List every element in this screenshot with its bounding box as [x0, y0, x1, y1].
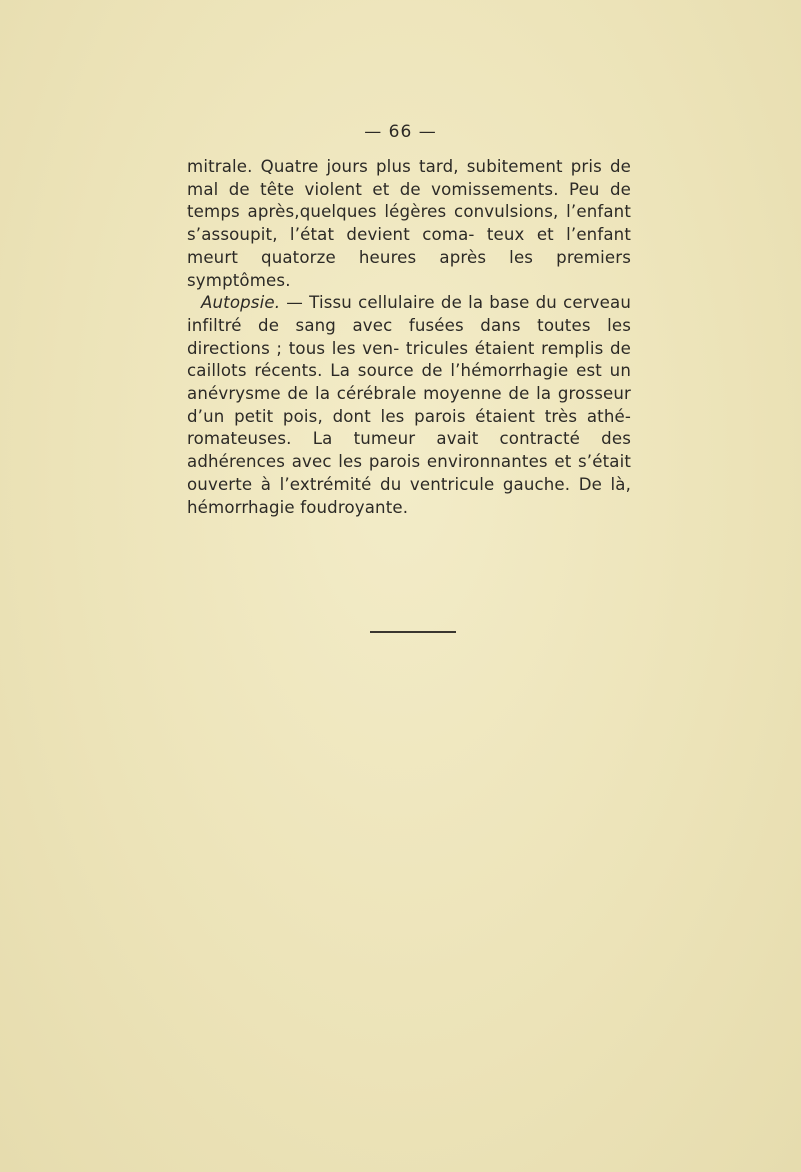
paragraph-text: mitrale. Quatre jours plus tard, subitement pris de mal de tête violent et de vomissements. Peu de temps après,quelques légères convulsions, l’enfant s’assoupit, l’état devient coma- teux et l’enfant meurt quatorze heures après les premiers symptômes.: [187, 157, 631, 290]
paragraph: [187, 156, 631, 292]
section-rule: [370, 631, 456, 633]
paragraph: [187, 292, 631, 519]
paragraph-lead: Autopsie.: [201, 293, 281, 313]
body-text: [187, 156, 631, 519]
paragraph-text: — Tissu cellulaire de la base du cerveau infiltré de sang avec fusées dans toutes les directions ; tous les ven- tricules étaient remplis de caillots récents. La source de l’hémorrhagie est un anévrysme de la cérébrale moyenne de la grosseur d’un petit pois, dont les parois étaient très athé- romateuses. La tumeur avait contracté des adhérences avec les parois environnantes et s’était ouverte à l’extrémité du ventricule gauche. De là, hémorrhagie foudroyante.: [187, 293, 631, 517]
page-number: — 66 —: [364, 122, 437, 142]
